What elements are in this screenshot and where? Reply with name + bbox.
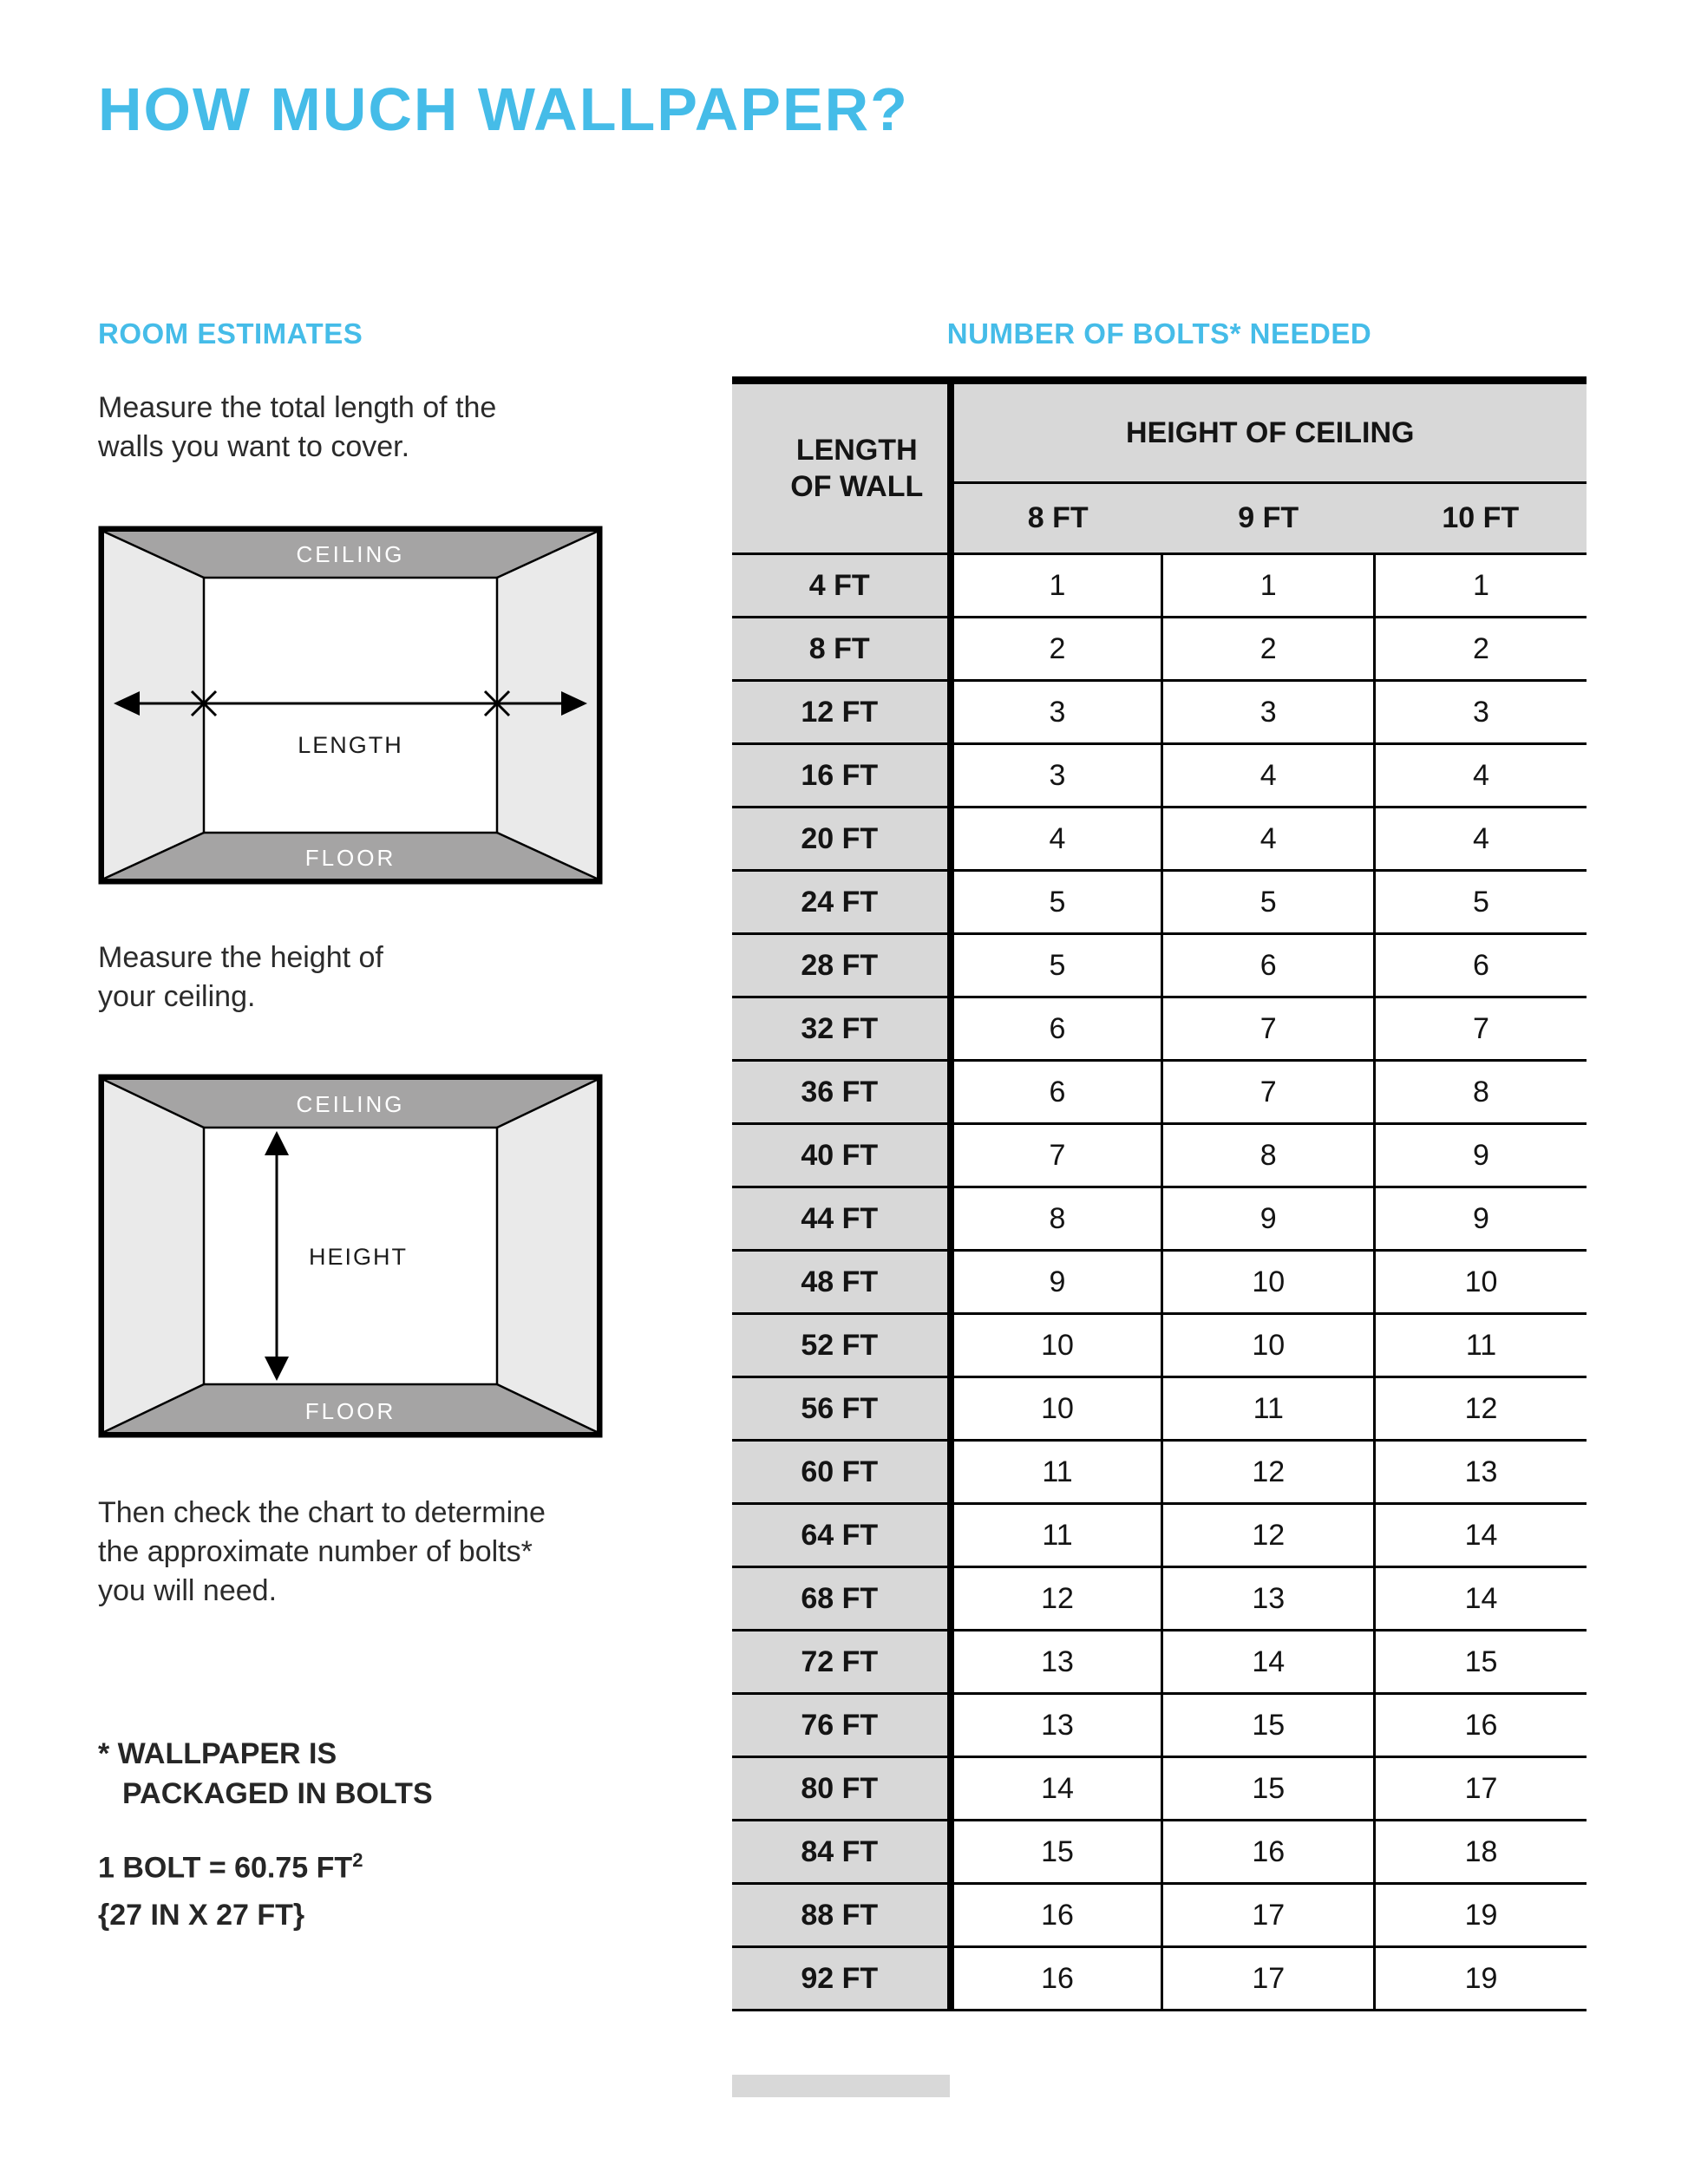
bolts-footnote bbox=[98, 1735, 433, 1815]
table-row bbox=[732, 1187, 1587, 1251]
col-header-8ft: 8 FT bbox=[951, 483, 1162, 554]
back-wall bbox=[204, 578, 497, 833]
bolts-table-heading: NUMBER OF BOLTS* NEEDED bbox=[946, 317, 1372, 350]
corner-header-line2: OF WALL bbox=[790, 470, 924, 503]
bolt-count-cell: 8 bbox=[1374, 1061, 1587, 1124]
bolt-count-cell: 19 bbox=[1374, 1947, 1587, 2011]
bolt-count-cell: 10 bbox=[1162, 1314, 1374, 1377]
row-label: 12 FT bbox=[732, 681, 951, 744]
bolt-count-cell: 3 bbox=[951, 744, 1162, 808]
bolt-count-cell: 6 bbox=[1162, 934, 1374, 997]
bolt-count-cell: 10 bbox=[951, 1377, 1162, 1441]
height-label: HEIGHT bbox=[308, 1244, 409, 1270]
floor-label: FLOOR bbox=[304, 1398, 396, 1424]
table-row bbox=[732, 1884, 1587, 1947]
left-wall bbox=[104, 1080, 204, 1432]
row-label: 20 FT bbox=[732, 808, 951, 871]
bolt-count-cell: 5 bbox=[1374, 871, 1587, 934]
table-row bbox=[732, 1061, 1587, 1124]
bolt-count-cell: 2 bbox=[1374, 618, 1587, 681]
bolt-count-cell: 8 bbox=[951, 1187, 1162, 1251]
table-row bbox=[732, 1947, 1587, 2011]
row-label: 84 FT bbox=[732, 1821, 951, 1884]
table-row bbox=[732, 1757, 1587, 1821]
row-label: 4 FT bbox=[732, 554, 951, 618]
row-label: 44 FT bbox=[732, 1187, 951, 1251]
bolt-count-cell: 1 bbox=[951, 554, 1162, 618]
row-label: 68 FT bbox=[732, 1567, 951, 1631]
row-label: 8 FT bbox=[732, 618, 951, 681]
bolt-count-cell: 17 bbox=[1162, 1947, 1374, 2011]
bolt-count-cell: 12 bbox=[1374, 1377, 1587, 1441]
table-row bbox=[732, 1124, 1587, 1187]
bolt-dimensions: {27 IN X 27 FT} bbox=[98, 1899, 305, 1932]
ceiling-label: CEILING bbox=[296, 541, 405, 567]
right-wall bbox=[497, 1080, 597, 1432]
bolt-count-cell: 9 bbox=[1374, 1124, 1587, 1187]
bolt-formula bbox=[98, 1847, 363, 1888]
bolt-count-cell: 7 bbox=[951, 1124, 1162, 1187]
bolt-count-cell: 18 bbox=[1374, 1821, 1587, 1884]
table-row bbox=[732, 681, 1587, 744]
bolt-count-cell: 6 bbox=[951, 997, 1162, 1061]
col-header-9ft: 9 FT bbox=[1162, 483, 1374, 554]
bolt-count-cell: 12 bbox=[1162, 1504, 1374, 1567]
bolt-count-cell: 11 bbox=[951, 1504, 1162, 1567]
table-row bbox=[732, 618, 1587, 681]
bolt-count-cell: 4 bbox=[1162, 808, 1374, 871]
step3-text: Then check the chart to determine the approximate number of bolts* you will need. bbox=[98, 1496, 546, 1608]
bolt-count-cell: 10 bbox=[1162, 1251, 1374, 1314]
bolt-count-cell: 7 bbox=[1374, 997, 1587, 1061]
row-label: 40 FT bbox=[732, 1124, 951, 1187]
table-row bbox=[732, 1567, 1587, 1631]
bolt-count-cell: 6 bbox=[951, 1061, 1162, 1124]
table-row bbox=[732, 1631, 1587, 1694]
table-row bbox=[732, 744, 1587, 808]
footnote-line2: PACKAGED IN BOLTS bbox=[122, 1776, 433, 1810]
footnote-line1: * WALLPAPER IS bbox=[98, 1737, 337, 1770]
row-label: 32 FT bbox=[732, 997, 951, 1061]
row-label: 80 FT bbox=[732, 1757, 951, 1821]
room-estimates-heading: ROOM ESTIMATES bbox=[98, 317, 363, 350]
table-row bbox=[732, 1694, 1587, 1757]
bolt-count-cell: 9 bbox=[1374, 1187, 1587, 1251]
bolt-formula-text: 1 BOLT = 60.75 FT bbox=[98, 1851, 353, 1885]
row-label: 48 FT bbox=[732, 1251, 951, 1314]
row-label: 60 FT bbox=[732, 1441, 951, 1504]
table-row bbox=[732, 871, 1587, 934]
bolt-count-cell: 12 bbox=[1162, 1441, 1374, 1504]
bolt-count-cell: 1 bbox=[1162, 554, 1374, 618]
row-label: 88 FT bbox=[732, 1884, 951, 1947]
bolt-count-cell: 5 bbox=[1162, 871, 1374, 934]
corner-header-line1: LENGTH bbox=[795, 433, 918, 467]
row-label: 92 FT bbox=[732, 1947, 951, 2011]
bolt-count-cell: 16 bbox=[951, 1947, 1162, 2011]
bolt-count-cell: 15 bbox=[1374, 1631, 1587, 1694]
bolt-count-cell: 7 bbox=[1162, 997, 1374, 1061]
row-label: 52 FT bbox=[732, 1314, 951, 1377]
ceiling-label: CEILING bbox=[296, 1091, 405, 1117]
table-row bbox=[732, 1314, 1587, 1377]
row-label: 56 FT bbox=[732, 1377, 951, 1441]
bolt-count-cell: 15 bbox=[1162, 1757, 1374, 1821]
bolt-count-cell: 14 bbox=[1374, 1504, 1587, 1567]
bolt-count-cell: 19 bbox=[1374, 1884, 1587, 1947]
bolt-count-cell: 4 bbox=[1374, 808, 1587, 871]
bolt-count-cell: 9 bbox=[951, 1251, 1162, 1314]
bolt-count-cell: 2 bbox=[951, 618, 1162, 681]
bolt-count-cell: 11 bbox=[1162, 1377, 1374, 1441]
room-height-diagram bbox=[98, 1074, 603, 1438]
table-row bbox=[732, 1251, 1587, 1314]
table-row bbox=[732, 934, 1587, 997]
bolt-count-cell: 4 bbox=[951, 808, 1162, 871]
bolt-count-cell: 8 bbox=[1162, 1124, 1374, 1187]
bolt-formula-exponent: 2 bbox=[352, 1849, 363, 1871]
bolt-count-cell: 13 bbox=[1162, 1567, 1374, 1631]
table-row bbox=[732, 997, 1587, 1061]
bolt-count-cell: 10 bbox=[1374, 1251, 1587, 1314]
floor-label: FLOOR bbox=[304, 845, 396, 871]
row-label: 28 FT bbox=[732, 934, 951, 997]
table-row bbox=[732, 1441, 1587, 1504]
bolt-count-cell: 13 bbox=[951, 1694, 1162, 1757]
table-row bbox=[732, 1504, 1587, 1567]
bolt-count-cell: 3 bbox=[1374, 681, 1587, 744]
row-label: 24 FT bbox=[732, 871, 951, 934]
table-row bbox=[732, 1377, 1587, 1441]
bolt-count-cell: 1 bbox=[1374, 554, 1587, 618]
bolt-count-cell: 15 bbox=[951, 1821, 1162, 1884]
bolt-count-cell: 5 bbox=[951, 934, 1162, 997]
bolt-count-cell: 13 bbox=[1374, 1441, 1587, 1504]
bolt-count-cell: 10 bbox=[951, 1314, 1162, 1377]
bolt-count-cell: 16 bbox=[951, 1884, 1162, 1947]
bolt-count-cell: 11 bbox=[951, 1441, 1162, 1504]
table-row bbox=[732, 1821, 1587, 1884]
bolt-count-cell: 16 bbox=[1162, 1821, 1374, 1884]
table-row bbox=[732, 554, 1587, 618]
table-row bbox=[732, 808, 1587, 871]
bolt-count-cell: 5 bbox=[951, 871, 1162, 934]
row-label: 36 FT bbox=[732, 1061, 951, 1124]
bolt-count-cell: 4 bbox=[1162, 744, 1374, 808]
bolt-count-cell: 4 bbox=[1374, 744, 1587, 808]
row-label: 72 FT bbox=[732, 1631, 951, 1694]
page-title: HOW MUCH WALLPAPER? bbox=[98, 75, 909, 143]
row-label: 16 FT bbox=[732, 744, 951, 808]
bolt-count-cell: 9 bbox=[1162, 1187, 1374, 1251]
bolt-count-cell: 14 bbox=[1162, 1631, 1374, 1694]
row-label: 64 FT bbox=[732, 1504, 951, 1567]
room-length-diagram bbox=[98, 526, 603, 885]
bolts-table bbox=[732, 376, 1587, 2011]
bolt-count-cell: 3 bbox=[1162, 681, 1374, 744]
col-header-10ft: 10 FT bbox=[1374, 483, 1587, 554]
bolt-count-cell: 7 bbox=[1162, 1061, 1374, 1124]
bolt-count-cell: 17 bbox=[1374, 1757, 1587, 1821]
length-label: LENGTH bbox=[298, 732, 403, 758]
bolt-count-cell: 11 bbox=[1374, 1314, 1587, 1377]
table-header-row bbox=[732, 381, 1587, 483]
height-of-ceiling-header: HEIGHT OF CEILING bbox=[951, 381, 1587, 483]
bolt-count-cell: 6 bbox=[1374, 934, 1587, 997]
length-of-wall-header bbox=[732, 381, 951, 554]
step2-text: Measure the height of your ceiling. bbox=[98, 941, 383, 1014]
table-footer-stub bbox=[732, 2075, 950, 2097]
step1-text: Measure the total length of the walls you want to cover. bbox=[98, 391, 497, 464]
row-label: 76 FT bbox=[732, 1694, 951, 1757]
bolt-count-cell: 15 bbox=[1162, 1694, 1374, 1757]
bolt-count-cell: 16 bbox=[1374, 1694, 1587, 1757]
bolt-count-cell: 3 bbox=[951, 681, 1162, 744]
bolt-count-cell: 14 bbox=[1374, 1567, 1587, 1631]
bolt-count-cell: 14 bbox=[951, 1757, 1162, 1821]
bolt-count-cell: 12 bbox=[951, 1567, 1162, 1631]
bolt-count-cell: 17 bbox=[1162, 1884, 1374, 1947]
bolt-count-cell: 13 bbox=[951, 1631, 1162, 1694]
bolt-count-cell: 2 bbox=[1162, 618, 1374, 681]
